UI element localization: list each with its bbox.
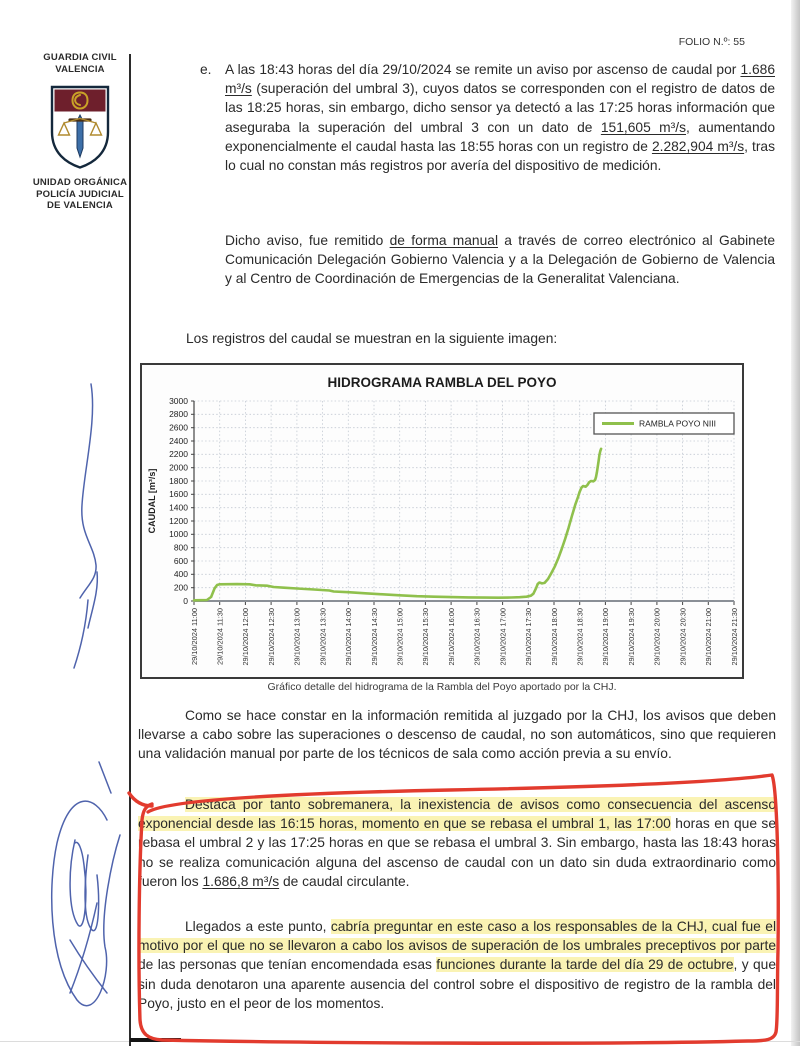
hydrograph-figure [140, 363, 744, 679]
letterhead [28, 52, 132, 212]
paragraph-como-se-hace: Como se hace constar en la información remitida al juzgado por la CHJ, los avisos que deben llevarse a cabo sobre las superaciones o descenso de caudal, no son automáticos, sino que requieren una validación manual por parte de los técnicos de sala como acción previa a su envío. [138, 708, 776, 762]
svg-text:2800: 2800 [169, 409, 188, 420]
svg-text:29/10/2024 19:30: 29/10/2024 19:30 [626, 608, 636, 666]
svg-text:600: 600 [173, 555, 188, 566]
svg-text:1600: 1600 [169, 489, 188, 500]
svg-text:29/10/2024 12:00: 29/10/2024 12:00 [241, 608, 251, 666]
svg-text:29/10/2024 21:00: 29/10/2024 21:00 [704, 608, 714, 666]
unit-name: UNIDAD ORGÁNICA POLICÍA JUDICIAL DE VALENCIA [32, 177, 128, 211]
svg-text:29/10/2024 19:00: 29/10/2024 19:00 [601, 608, 611, 666]
svg-text:29/10/2024 16:00: 29/10/2024 16:00 [446, 608, 456, 666]
svg-text:2000: 2000 [169, 462, 188, 473]
svg-text:29/10/2024 18:00: 29/10/2024 18:00 [549, 608, 559, 666]
blue-pen-scribble [52, 384, 120, 1006]
svg-text:2400: 2400 [169, 435, 188, 446]
org-name: GUARDIA CIVIL VALENCIA [43, 52, 117, 75]
svg-text:29/10/2024 20:30: 29/10/2024 20:30 [678, 608, 688, 666]
svg-text:29/10/2024 13:30: 29/10/2024 13:30 [318, 608, 328, 666]
svg-text:RAMBLA POYO NIII: RAMBLA POYO NIII [639, 418, 716, 429]
svg-text:29/10/2024 21:30: 29/10/2024 21:30 [729, 608, 739, 666]
paragraph-item-e [200, 60, 775, 175]
folio-number: FOLIO N.º: 55 [678, 36, 745, 48]
svg-text:29/10/2024 20:00: 29/10/2024 20:00 [652, 608, 662, 666]
svg-text:0: 0 [183, 595, 188, 606]
bottom-rule [130, 1038, 181, 1042]
scan-edge-bottom [0, 1041, 800, 1042]
svg-text:29/10/2024 17:00: 29/10/2024 17:00 [498, 608, 508, 666]
margin-rule [129, 54, 131, 1046]
paragraph-llegados: Llegados a este punto, cabría preguntar en este caso a los responsables de la CHJ, cual fue el motivo por el que no se llevaron a cabo los avisos de superación de los umbrales preceptivos por parte de las personas que tenían encomendada esas funciones durante la tarde del día 29 de octubre, y que sin duda denotaron una aparente ausencia del control sobre el dispositivo de registro de la rambla del Poyo, justo en el peor de los momentos. [138, 919, 777, 1011]
svg-text:3000: 3000 [169, 395, 188, 406]
svg-text:29/10/2024 18:30: 29/10/2024 18:30 [575, 608, 585, 666]
hydrograph-chart [142, 365, 742, 677]
svg-text:800: 800 [173, 542, 188, 553]
scan-edge [791, 0, 800, 1046]
svg-text:29/10/2024 15:00: 29/10/2024 15:00 [395, 608, 405, 666]
line-registros: Los registros del caudal se muestran en la siguiente imagen: [186, 331, 558, 346]
svg-text:2600: 2600 [169, 422, 188, 433]
svg-text:1000: 1000 [169, 529, 188, 540]
list-marker: e. [200, 62, 212, 77]
svg-text:29/10/2024 14:30: 29/10/2024 14:30 [369, 608, 379, 666]
paragraph-text: A las 18:43 horas del día 29/10/2024 se remite un aviso por ascenso de caudal por 1.686 m³/s (superación del umbral 3), cuyos datos se corresponden con el registro de datos de las 18:25 horas, sin embargo, dicho sensor ya detectó a las 17:25 horas información que aseguraba la superación del umbral 3 con un dato de 151,605 m³/s, aumentando exponencialmente el caudal hasta las 18:55 horas con un registro de 2.282,904 m³/s, tras lo cual no constan más registros por avería del dispositivo de medición. [225, 62, 776, 174]
svg-text:29/10/2024 11:00: 29/10/2024 11:00 [189, 608, 199, 665]
svg-text:29/10/2024 11:30: 29/10/2024 11:30 [215, 608, 225, 665]
svg-text:29/10/2024 13:00: 29/10/2024 13:00 [292, 608, 302, 666]
svg-text:29/10/2024 17:30: 29/10/2024 17:30 [524, 608, 534, 666]
svg-text:29/10/2024 12:30: 29/10/2024 12:30 [266, 608, 276, 666]
chart-caption: Gráfico detalle del hidrograma de la Rambla del Poyo aportado por la CHJ. [267, 681, 617, 693]
paragraph-destaca: Destaca por tanto sobremanera, la inexistencia de avisos como consecuencia del ascenso exponencial desde las 16:15 horas, momento en que se rebasa el umbral 1, las 17:00 horas en que se rebasa el umbral 2 y las 17:25 horas en que se rebasa el umbral 3. Sin embargo, hasta las 18:43 horas no se realiza comunicación alguna del ascenso de caudal con un dato sin duda extraordinario como fueron los 1.686,8 m³/s de caudal circulante. [138, 797, 776, 889]
svg-text:29/10/2024 15:30: 29/10/2024 15:30 [421, 608, 431, 666]
svg-text:2200: 2200 [169, 449, 188, 460]
paragraph-dicho-aviso: Dicho aviso, fue remitido de forma manual a través de correo electrónico al Gabinete Comunicación Delegación Gobierno Valencia y a la Delegación de Gobierno de Valencia y al Centro de Coordinación de Emergencias de la Generalitat Valenciana. [225, 233, 775, 287]
svg-text:400: 400 [173, 569, 188, 580]
guardia-civil-crest-icon [49, 84, 111, 170]
svg-text:HIDROGRAMA RAMBLA DEL POYO: HIDROGRAMA RAMBLA DEL POYO [327, 375, 557, 390]
svg-text:29/10/2024 14:00: 29/10/2024 14:00 [344, 608, 354, 666]
svg-text:200: 200 [173, 582, 188, 593]
svg-text:1400: 1400 [169, 502, 188, 513]
svg-text:29/10/2024 16:30: 29/10/2024 16:30 [472, 608, 482, 666]
svg-text:1200: 1200 [169, 515, 188, 526]
svg-text:1800: 1800 [169, 475, 188, 486]
svg-text:CAUDAL [m³/s]: CAUDAL [m³/s] [147, 468, 157, 534]
